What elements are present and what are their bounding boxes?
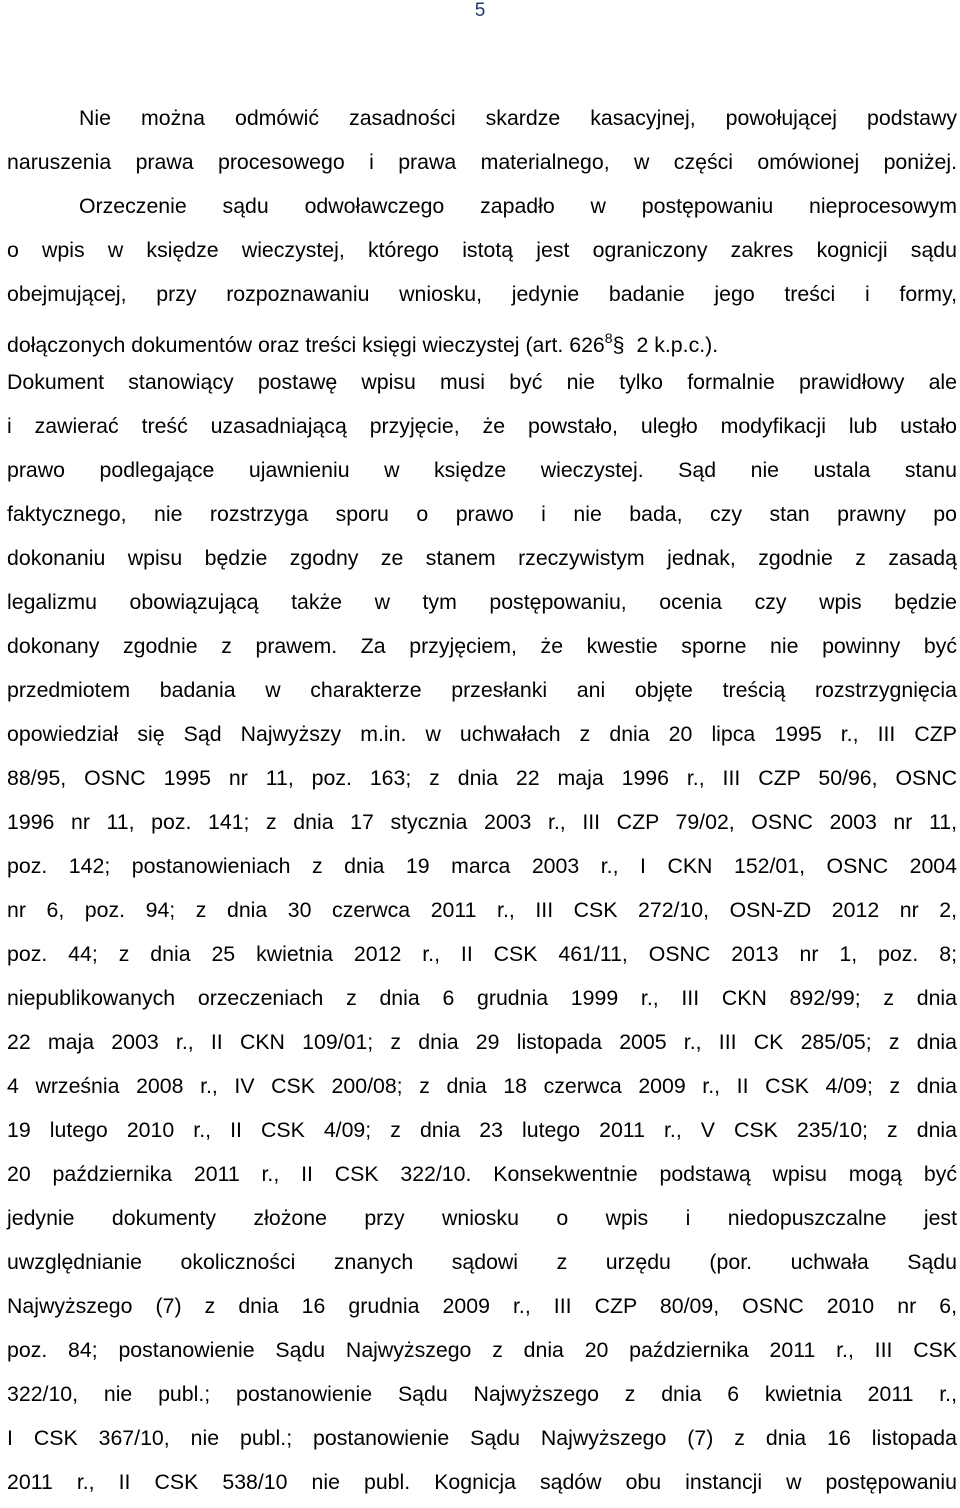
- text-line: poz. 44; z dnia 25 kwietnia 2012 r., II CSK 461/11, OSNC 2013 nr 1, poz. 8;: [7, 942, 957, 966]
- text-line: nr 6, poz. 94; z dnia 30 czerwca 2011 r., III CSK 272/10, OSN-ZD 2012 nr 2,: [7, 898, 957, 922]
- section-sign-icon: §: [612, 333, 625, 357]
- text-line: o wpis w księdze wieczystej, którego istotą jest ograniczony zakres kognicji sądu: [7, 238, 957, 262]
- text-line: przedmiotem badania w charakterze przesłanki ani objęte treścią rozstrzygnięcia: [7, 678, 957, 702]
- text-line: niepublikowanych orzeczeniach z dnia 6 grudnia 1999 r., III CKN 892/99; z dnia: [7, 986, 957, 1010]
- text-line-content: dołączonych dokumentów oraz treści księgi wieczystej (art. 626: [7, 333, 605, 357]
- text-line: faktycznego, nie rozstrzyga sporu o prawo i nie bada, czy stan prawny po: [7, 502, 957, 526]
- page-number: 5: [474, 0, 486, 21]
- text-line: 88/95, OSNC 1995 nr 11, poz. 163; z dnia 22 maja 1996 r., III CZP 50/96, OSNC: [7, 766, 957, 790]
- text-line: dokonaniu wpisu będzie zgodny ze stanem rzeczywistym jednak, zgodnie z zasadą: [7, 546, 957, 570]
- text-line: naruszenia prawa procesowego i prawa materialnego, w części omówionej poniżej.: [7, 150, 957, 174]
- text-line: poz. 84; postanowienie Sądu Najwyższego z dnia 20 października 2011 r., III CSK: [7, 1338, 957, 1362]
- text-line: [7, 316, 957, 360]
- text-line: 20 października 2011 r., II CSK 322/10. Konsekwentnie podstawą wpisu mogą być: [7, 1162, 957, 1186]
- text-line: uwzględnianie okoliczności znanych sądowi z urzędu (por. uchwała Sądu: [7, 1250, 957, 1274]
- text-line: Najwyższego (7) z dnia 16 grudnia 2009 r., III CZP 80/09, OSNC 2010 nr 6,: [7, 1294, 957, 1318]
- text-line: 1996 nr 11, poz. 141; z dnia 17 stycznia 2003 r., III CZP 79/02, OSNC 2003 nr 11,: [7, 810, 957, 834]
- superscript-mark: 8: [604, 330, 613, 346]
- text-line: i zawierać treść uzasadniającą przyjęcie, że powstało, uległo modyfikacji lub ustało: [7, 414, 957, 438]
- text-line: 19 lutego 2010 r., II CSK 4/09; z dnia 23 lutego 2011 r., V CSK 235/10; z dnia: [7, 1118, 957, 1142]
- text-line: I CSK 367/10, nie publ.; postanowienie Sądu Najwyższego (7) z dnia 16 listopada: [7, 1426, 957, 1450]
- text-line: 2011 r., II CSK 538/10 nie publ. Kognicja sądów obu instancji w postępowaniu: [7, 1470, 957, 1494]
- text-line: obejmującej, przy rozpoznawaniu wniosku, jedynie badanie jego treści i formy,: [7, 282, 957, 306]
- text-line: dokonany zgodnie z prawem. Za przyjęciem, że kwestie sporne nie powinny być: [7, 634, 957, 658]
- text-line-tail: 2 k.p.c.).: [630, 333, 719, 357]
- text-line: poz. 142; postanowieniach z dnia 19 marca 2003 r., I CKN 152/01, OSNC 2004: [7, 854, 957, 878]
- text-line: Orzeczenie sądu odwoławczego zapadło w postępowaniu nieprocesowym: [79, 194, 957, 218]
- text-line: legalizmu obowiązującą także w tym postępowaniu, ocenia czy wpis będzie: [7, 590, 957, 614]
- body-text: [7, 96, 957, 1504]
- text-line: opowiedział się Sąd Najwyższy m.in. w uchwałach z dnia 20 lipca 1995 r., III CZP: [7, 722, 957, 746]
- text-line: Nie można odmówić zasadności skardze kasacyjnej, powołującej podstawy: [79, 106, 957, 130]
- text-line: Dokument stanowiący postawę wpisu musi być nie tylko formalnie prawidłowy ale: [7, 370, 957, 394]
- text-line: 22 maja 2003 r., II CKN 109/01; z dnia 29 listopada 2005 r., III CK 285/05; z dnia: [7, 1030, 957, 1054]
- text-line: jedynie dokumenty złożone przy wniosku o wpis i niedopuszczalne jest: [7, 1206, 957, 1230]
- text-line: prawo podlegające ujawnieniu w księdze wieczystej. Sąd nie ustala stanu: [7, 458, 957, 482]
- text-line: 322/10, nie publ.; postanowienie Sądu Najwyższego z dnia 6 kwietnia 2011 r.,: [7, 1382, 957, 1406]
- text-line: 4 września 2008 r., IV CSK 200/08; z dnia 18 czerwca 2009 r., II CSK 4/09; z dnia: [7, 1074, 957, 1098]
